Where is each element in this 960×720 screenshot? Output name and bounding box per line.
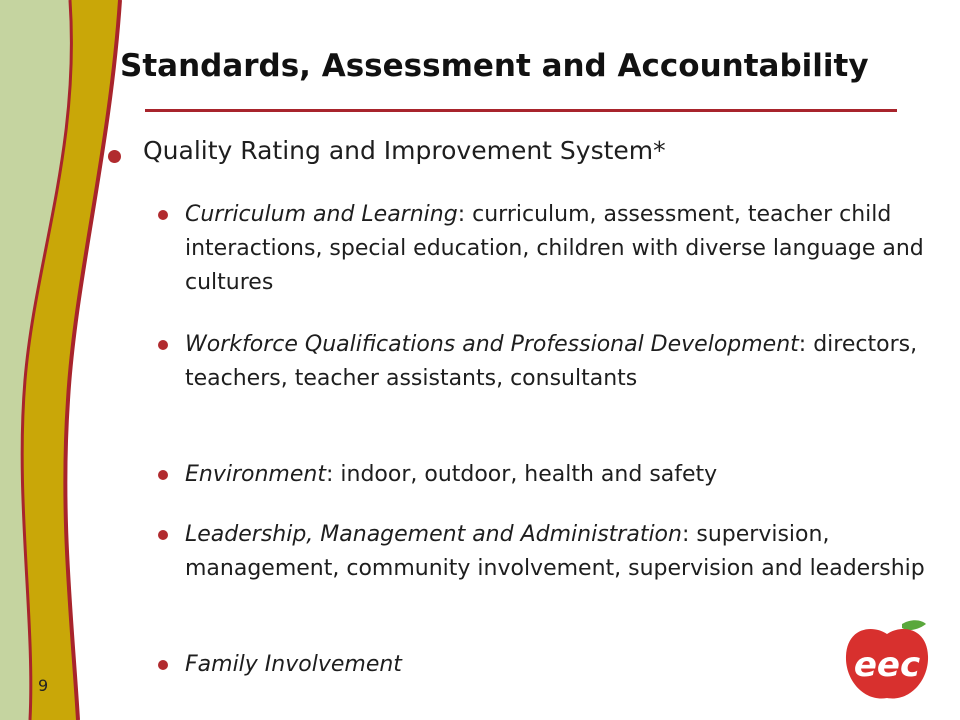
sub-bullet-sep: : — [681, 522, 690, 547]
bullet-icon — [158, 660, 168, 670]
sub-bullet-environment — [185, 458, 925, 492]
bullet-icon — [158, 530, 168, 540]
sub-bullet-term: Workforce Qualifications and Professional Development — [185, 332, 799, 357]
apple-logo-icon — [842, 614, 932, 704]
sub-bullet-detail: supervision, management, community involvement, supervision and leadership — [185, 522, 925, 581]
sub-bullet-term: Family Involvement — [185, 652, 402, 677]
sub-bullet-term: Curriculum and Learning — [185, 202, 458, 227]
bullet-icon — [158, 470, 168, 480]
bullet-icon — [158, 340, 168, 350]
sub-bullet-sep: : — [457, 202, 466, 227]
slide-title: Standards, Assessment and Accountability — [120, 48, 869, 84]
sub-bullet-detail: directors, teachers, teacher assistants, consultants — [185, 332, 918, 391]
sub-bullet-sep: : — [798, 332, 807, 357]
sub-bullet-detail: curriculum, assessment, teacher child interactions, special education, children with diverse language and cultures — [185, 202, 924, 295]
main-bullet: Quality Rating and Improvement System* — [143, 136, 666, 165]
sub-bullet-term: Environment — [185, 462, 326, 487]
sub-bullet-detail: indoor, outdoor, health and safety — [333, 462, 718, 487]
sub-bullet-leadership — [185, 518, 925, 586]
sub-bullet-family — [185, 648, 925, 682]
bullet-icon — [108, 150, 121, 163]
sub-bullet-sep: : — [325, 462, 334, 487]
sub-bullet-workforce — [185, 328, 925, 396]
sub-bullet-curriculum — [185, 198, 925, 300]
logo-text: eec — [853, 645, 921, 685]
bullet-icon — [158, 210, 168, 220]
sub-bullet-term: Leadership, Management and Administration — [185, 522, 682, 547]
page-number: 9 — [38, 676, 49, 695]
